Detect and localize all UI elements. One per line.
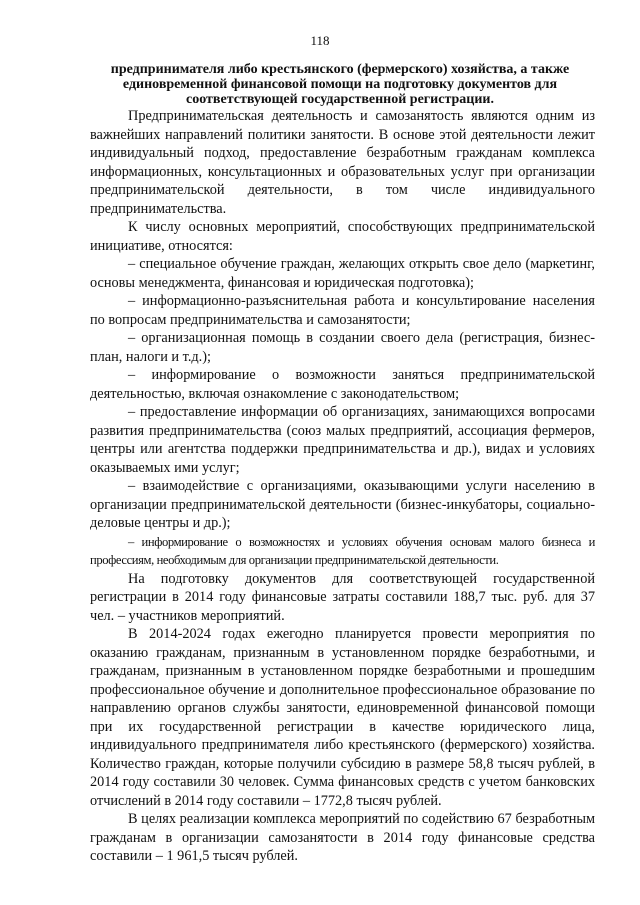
paragraph-registration-costs: На подготовку документов для соответствующей государственной регистрации в 2014 году финансовые затраты составили 188,7 тыс. руб. для 37 чел. – участников мероприятий.: [90, 570, 595, 624]
page-number: 118: [310, 33, 330, 48]
paragraph-measures-intro: К числу основных мероприятий, способствующих предпринимательской инициативе, относятся:: [90, 219, 595, 254]
paragraph-plans-2014-2024: В 2014-2024 годах ежегодно планируется провести мероприятия по оказанию гражданам, признанным в установленном порядке безработными, и гражданам, признанным в установленном порядке безработными и прошедшим профессиональное обучение и дополнительное профессиональное образование по направлению органов службы занятости, единовременной финансовой помощи при их государственной регистрации в качестве юридического лица, индивидуального предпринимателя либо крестьянского (фермерского) хозяйства. Количество граждан, которые получили субсидию в размере 58,8 тысяч рублей, в 2014 году составили 30 человек. Сумма финансовых средств с учетом банковских отчислений в 2014 году составили – 1772,8 тысяч рублей.: [90, 626, 595, 809]
list-item-training: – специальное обучение граждан, желающих открыть свое дело (маркетинг, основы менеджмента, финансовая и юридическая подготовка);: [90, 256, 595, 291]
list-item-organizational-help: – организационная помощь в создании своего дела (регистрация, бизнес-план, налоги и т.д.);: [90, 330, 595, 365]
paragraph-self-employment: В целях реализации комплекса мероприятий по содействию 67 безработным гражданам в организации самозанятости в 2014 году финансовые средства составили – 1 961,5 тысяч рублей.: [90, 811, 595, 864]
document-body: [90, 107, 595, 866]
list-item-organizations-info: – предоставление информации об организациях, занимающихся вопросами развития предпринимательства (союз малых предприятий, ассоциация фермеров, центры или агентства поддержки предпринимательства и др.), видах и условиях оказываемых ими услуг;: [90, 404, 595, 476]
paragraph-intro: Предпринимательская деятельность и самозанятость являются одним из важнейших направлений политики занятости. В основе этой деятельности лежит индивидуальный подход, предоставление безработным гражданам комплекса информационных, консультационных и образовательных услуг при организации предпринимательской деятельности, в том числе индивидуального предпринимательства.: [90, 108, 595, 217]
list-item-informing: – информирование о возможности заняться предпринимательской деятельностью, включая ознакомление с законодательством;: [90, 367, 595, 402]
list-item-business-training: – информирование о возможностях и условиях обучения основам малого бизнеса и профессиям, необходимым для организации предпринимательской деятельности.: [90, 534, 595, 567]
list-item-consulting: – информационно-разъяснительная работа и консультирование населения по вопросам предпринимательства и самозанятости;: [90, 293, 595, 328]
section-heading: предпринимателя либо крестьянского (фермерского) хозяйства, а также единовременной финансовой помощи на подготовку документов для соответствующей государственной регистрации.: [110, 62, 570, 107]
list-item-interaction: – взаимодействие с организациями, оказывающими услуги населению в организации предпринимательской деятельности (бизнес-инкубаторы, социально-деловые центры и др.);: [90, 478, 595, 531]
